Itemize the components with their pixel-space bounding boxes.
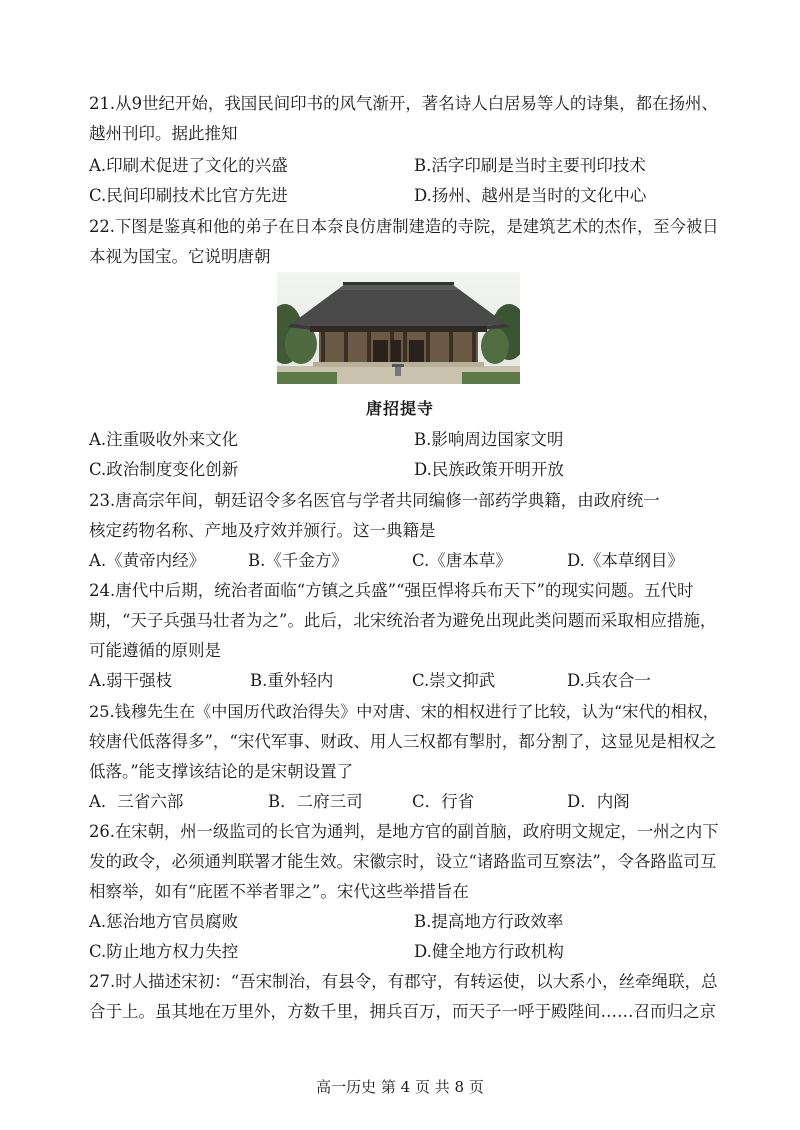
- q26-stem-line3: 相察举，如有“庇匿不举者罪之”。宋代这些举措旨在: [89, 882, 469, 901]
- image-caption: 唐招提寺: [365, 399, 434, 418]
- q22-stem-line2: 本视为国宝。它说明唐朝: [89, 247, 271, 266]
- q27-stem-line1: 27.时人描述宋初：“吾宋制治，有县令，有郡守，有转运使，以大系小，丝牵绳联，总: [89, 972, 718, 991]
- q25-stem-line3: 低落。”能支撑该结论的是宋朝设置了: [89, 762, 354, 781]
- q25-option-c: C．行省: [412, 792, 475, 811]
- page-footer: 高一历史 第 4 页 共 8 页: [316, 1078, 484, 1096]
- q26-option-b: B.提高地方行政效率: [414, 912, 564, 931]
- q22-stem-line1: 22.下图是鉴真和他的弟子在日本奈良仿唐制建造的寺院，是建筑艺术的杰作，至今被日: [89, 217, 719, 236]
- q26-stem-line1: 26.在宋朝，州一级监司的长官为通判，是地方官的副首脑，政府明文规定，一州之内下: [89, 822, 719, 841]
- q22-option-b: B.影响周边国家文明: [414, 430, 564, 449]
- q23-option-d: D.《本草纲目》: [567, 551, 684, 570]
- q27-stem-line2: 合于上。虽其地在万里外，方数千里，拥兵百万，而天子一呼于殿陛间……召而归之京: [89, 1002, 716, 1021]
- q23-option-c: C.《唐本草》: [412, 551, 512, 570]
- q26-option-c: C.防止地方权力失控: [89, 942, 239, 961]
- q21-option-a: A.印刷术促进了文化的兴盛: [89, 156, 288, 175]
- temple-photo: [277, 272, 520, 384]
- q21-option-c: C.民间印刷技术比官方先进: [89, 186, 288, 205]
- q26-stem-line2: 发的政令，必须通判联署才能生效。宋徽宗时，设立“诸路监司互察法”，令各路监司互: [89, 852, 717, 871]
- q23-option-b: B.《千金方》: [248, 551, 348, 570]
- q24-option-c: C.崇文抑武: [412, 671, 496, 690]
- q21-stem-line2: 越州刊印。据此推知: [89, 124, 238, 143]
- q22-option-d: D.民族政策开明开放: [414, 460, 564, 479]
- q25-stem-line2: 较唐代低落得多”，“宋代军事、财政、用人三权都有掣肘，都分割了，这显见是相权之: [89, 732, 717, 751]
- q21-option-d: D.扬州、越州是当时的文化中心: [414, 186, 647, 205]
- q26-option-d: D.健全地方行政机构: [414, 942, 564, 961]
- q23-stem-line2: 核定药物名称、产地及疗效并颁行。这一典籍是: [89, 521, 436, 540]
- q24-stem-line2: 期，“天子兵强马壮者为之”。此后，北宋统治者为避免出现此类问题而采取相应措施，: [89, 611, 717, 630]
- q23-stem-line1: 23.唐高宗年间，朝廷诏令多名医官与学者共同编修一部药学典籍，由政府统一: [89, 491, 660, 510]
- q24-stem-line3: 可能遵循的原则是: [89, 641, 221, 660]
- q23-option-a: A.《黄帝内经》: [89, 551, 206, 570]
- q25-option-a: A．三省六部: [89, 792, 184, 811]
- q25-stem-line1: 25.钱穆先生在《中国历代政治得失》中对唐、宋的相权进行了比较，认为“宋代的相权，: [89, 702, 719, 721]
- q25-option-b: B．二府三司: [268, 792, 363, 811]
- q24-stem-line1: 24.唐代中后期，统治者面临“方镇之兵盛”“强臣悍将兵布天下”的现实问题。五代时: [89, 581, 694, 600]
- q24-option-d: D.兵农合一: [567, 671, 651, 690]
- q25-option-d: D．内阁: [567, 792, 630, 811]
- q24-option-b: B.重外轻内: [250, 671, 334, 690]
- q21-option-b: B.活字印刷是当时主要刊印技术: [414, 156, 646, 175]
- q21-stem-line1: 21.从9世纪开始，我国民间印书的风气渐开，著名诗人白居易等人的诗集，都在扬州、: [89, 94, 718, 113]
- q24-option-a: A.弱干强枝: [89, 671, 173, 690]
- q22-option-a: A.注重吸收外来文化: [89, 430, 239, 449]
- q26-option-a: A.惩治地方官员腐败: [89, 912, 239, 931]
- q22-option-c: C.政治制度变化创新: [89, 460, 239, 479]
